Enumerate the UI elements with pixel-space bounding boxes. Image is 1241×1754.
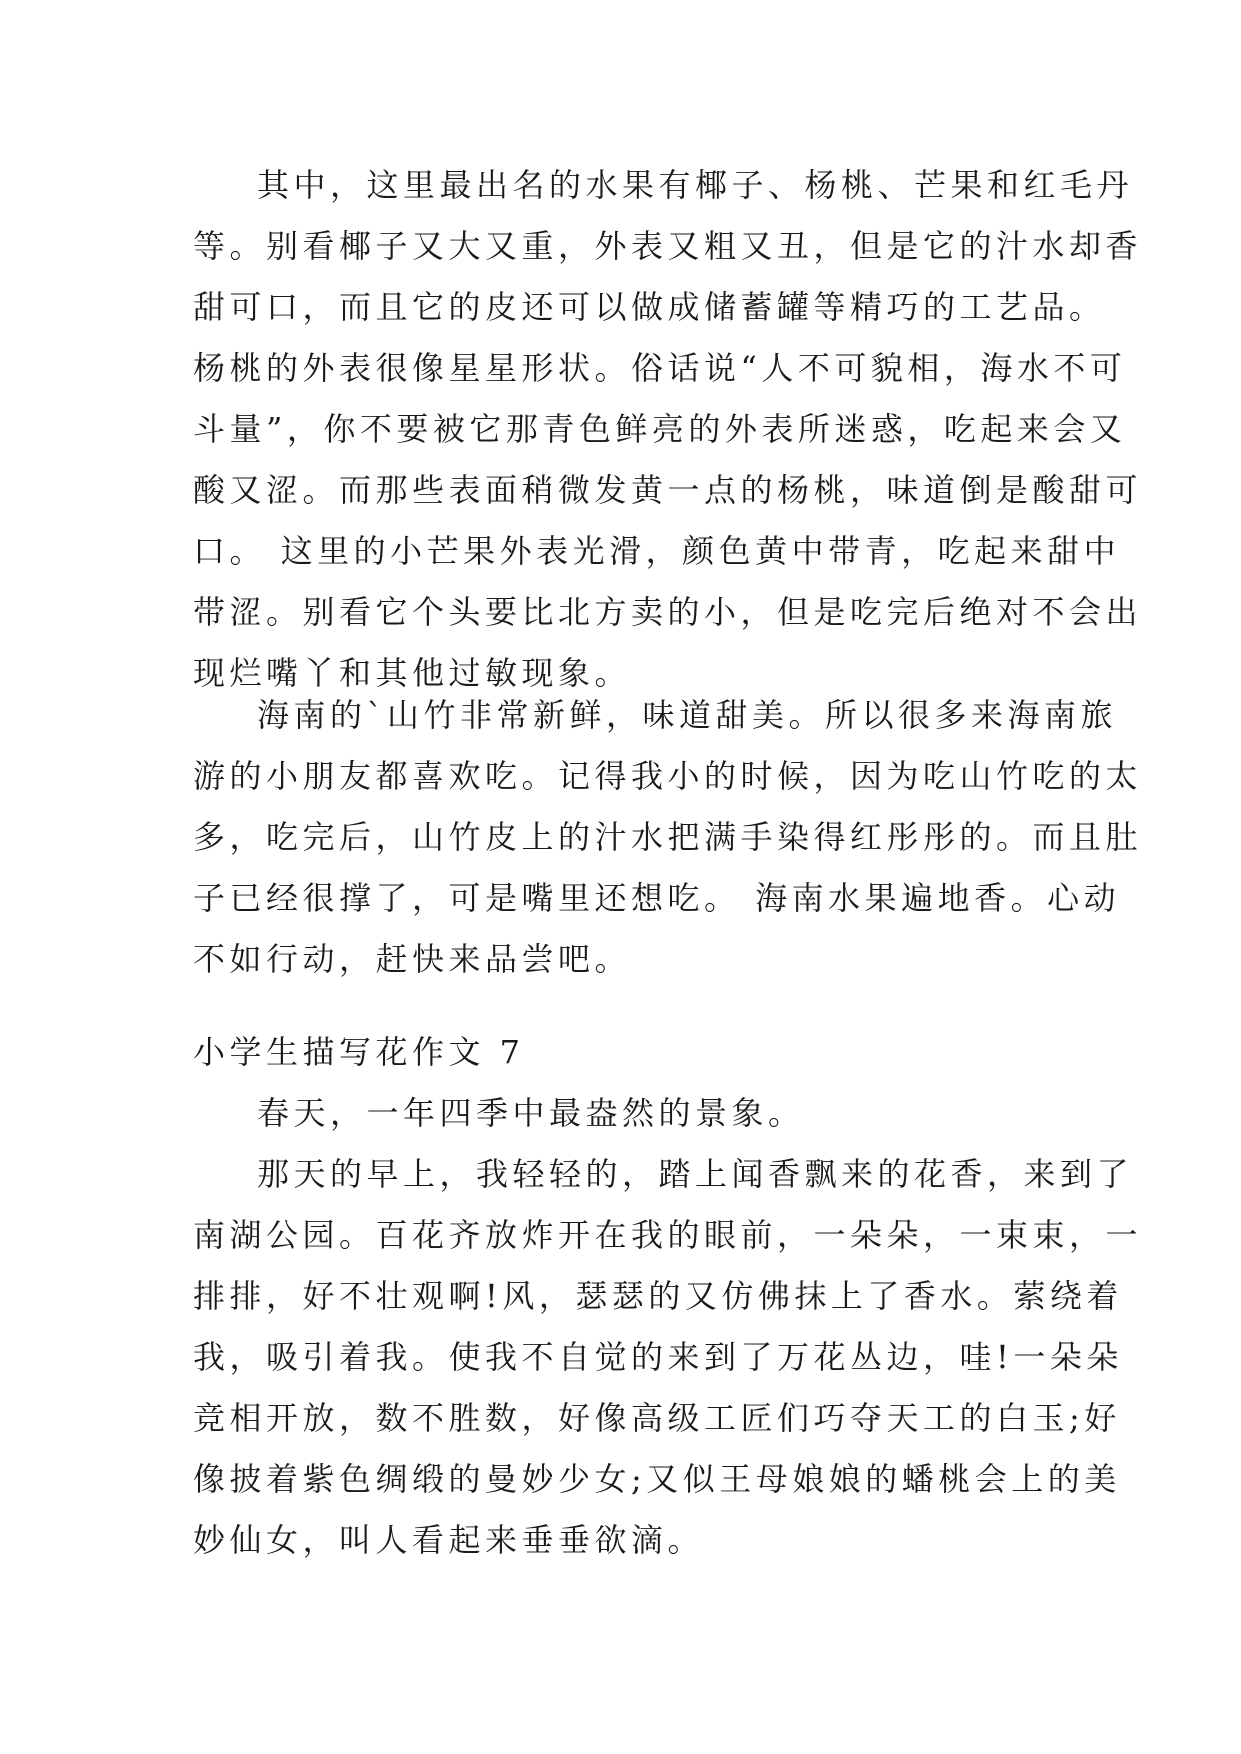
paragraph-line: 杨桃的外表很像星星形状。俗话说“人不可貌相，海水不可	[193, 349, 1127, 387]
paragraph-line: 甜可口，而且它的皮还可以做成储蓄罐等精巧的工艺品。	[193, 288, 1106, 326]
paragraph-mangosteen	[193, 685, 1143, 990]
paragraph-line: 带涩。别看它个头要比北方卖的小，但是吃完后绝对不会出	[193, 593, 1143, 631]
paragraph-line: 游的小朋友都喜欢吃。记得我小的时候，因为吃山竹吃的太	[193, 757, 1143, 795]
paragraph-line: 斗量”，你不要被它那青色鲜亮的外表所迷惑，吃起来会又	[193, 410, 1127, 448]
paragraph-line: 春天，一年四季中最盎然的景象。	[257, 1094, 805, 1132]
section-title: 小学生描写花作文 7	[193, 1033, 525, 1071]
paragraph-line: 排排，好不壮观啊!风，瑟瑟的又仿佛抹上了香水。萦绕着	[193, 1277, 1123, 1315]
paragraph-park	[193, 1144, 1143, 1571]
paragraph-line: 像披着紫色绸缎的曼妙少女;又似王母娘娘的蟠桃会上的美	[193, 1460, 1121, 1498]
paragraph-line: 子已经很撑了，可是嘴里还想吃。 海南水果遍地香。心动	[193, 879, 1121, 917]
paragraph-spring	[193, 1083, 1055, 1144]
paragraph-line: 海南的`山竹非常新鲜，味道甜美。所以很多来海南旅	[257, 696, 1118, 734]
paragraph-line: 现烂嘴丫和其他过敏现象。	[193, 654, 632, 692]
paragraph-line: 口。 这里的小芒果外表光滑，颜色黄中带青，吃起来甜中	[193, 532, 1121, 570]
paragraph-line: 妙仙女，叫人看起来垂垂欲滴。	[193, 1521, 705, 1559]
paragraph-line: 等。别看椰子又大又重，外表又粗又丑，但是它的汁水却香	[193, 227, 1143, 265]
paragraph-line: 多，吃完后，山竹皮上的汁水把满手染得红彤彤的。而且肚	[193, 818, 1143, 856]
paragraph-line: 我，吸引着我。使我不自觉的来到了万花丛边，哇!一朵朵	[193, 1338, 1123, 1376]
paragraph-line: 竞相开放，数不胜数，好像高级工匠们巧夺天工的白玉;好	[193, 1399, 1121, 1437]
paragraph-line: 酸又涩。而那些表面稍微发黄一点的杨桃，味道倒是酸甜可	[193, 471, 1143, 509]
paragraph-line: 不如行动，赶快来品尝吧。	[193, 940, 632, 978]
paragraph-fruits	[193, 155, 1143, 704]
paragraph-line: 其中，这里最出名的水果有椰子、杨桃、芒果和红毛丹	[257, 166, 1134, 204]
paragraph-line: 那天的早上，我轻轻的，踏上闻香飘来的花香，来到了	[257, 1155, 1134, 1193]
paragraph-line: 南湖公园。百花齐放炸开在我的眼前，一朵朵，一束束，一	[193, 1216, 1143, 1254]
